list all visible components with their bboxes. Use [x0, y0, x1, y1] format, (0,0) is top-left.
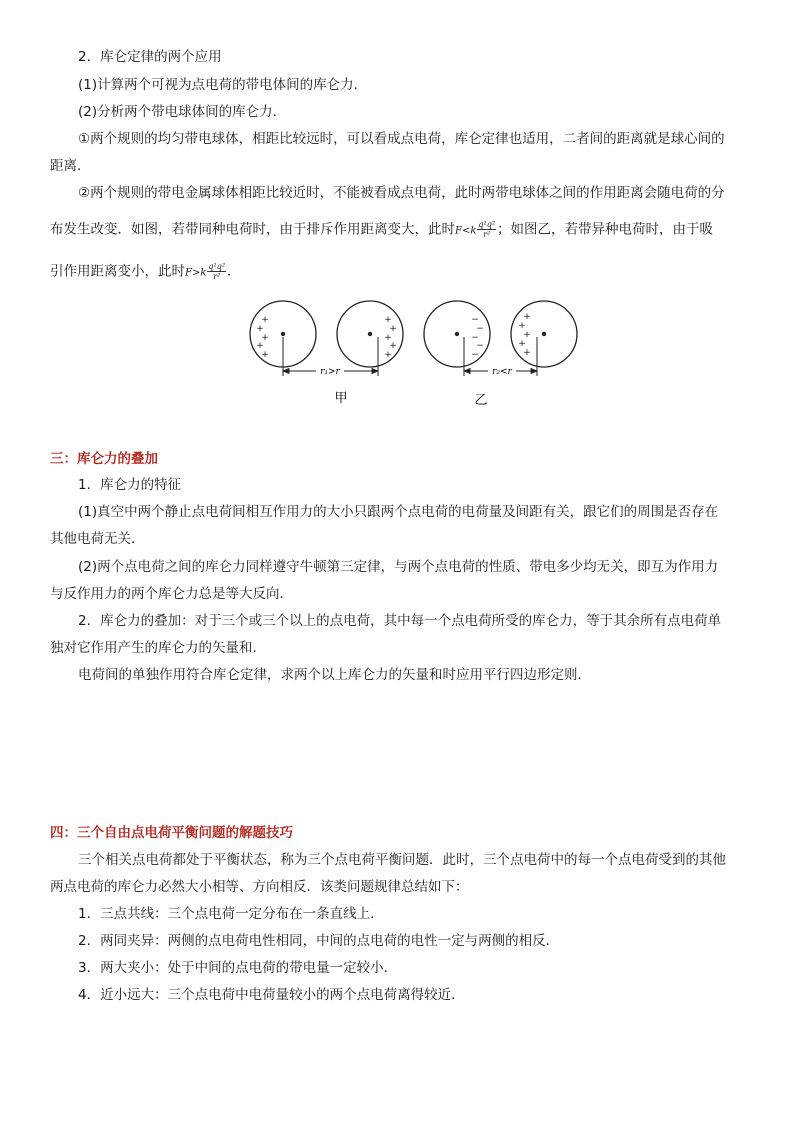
charge-b5: +	[384, 350, 392, 360]
paragraph-uniform-line2: 距离．	[50, 158, 91, 174]
formula-attract-denominator: r²	[213, 272, 221, 281]
paragraph-metal-line1: ②两个规则的带电金属球体相距比较近时，不能被看成点电荷，此时两带电球体之间的作用距离会随电荷的分	[78, 185, 725, 201]
section-heading-superposition: 三：库仑力的叠加	[50, 451, 158, 467]
paragraph-analyze: (2)分析两个带电球体间的库仑力．	[78, 104, 287, 120]
charge-b4: +	[389, 341, 397, 351]
formula-attract-fraction	[207, 262, 226, 281]
center-b	[368, 332, 372, 336]
paragraph-calc: (1)计算两个可视为点电荷的带电体间的库仑力．	[78, 77, 368, 93]
charge-d1: +	[523, 312, 531, 322]
metal-line3-post: ．	[227, 263, 241, 280]
charge-c1: −	[471, 315, 479, 325]
center-d	[542, 332, 546, 336]
center-a	[281, 332, 285, 336]
formula-repel-fraction	[477, 220, 496, 239]
paragraph-superposition-line1: 2．库仑力的叠加：对于三个或三个以上的点电荷，其中每一个点电荷所受的库仑力，等于其余所有点电荷单	[78, 613, 722, 629]
charge-c5: −	[471, 350, 479, 360]
metal-line2-post: ；如图乙，若带异种电荷时，由于吸	[497, 221, 714, 238]
charge-c2: −	[476, 324, 484, 334]
paragraph-parallelogram: 电荷间的单独作用符合库仑定律，求两个以上库仑力的矢量和时应用平行四边形定则．	[78, 667, 591, 683]
dim-label-left: r₁>r	[320, 367, 340, 377]
dim-label-right: r₂<r	[492, 367, 512, 377]
charge-b2: +	[389, 324, 397, 334]
paragraph-equilibrium-line1: 三个相关点电荷都处于平衡状态，称为三个点电荷平衡问题．此时，三个点电荷中的每一个点电荷受到的其他	[78, 852, 726, 868]
charge-a4: +	[256, 341, 264, 351]
paragraph-metal-line3	[50, 262, 241, 283]
paragraph-feature2-line1: (2)两个点电荷之间的库仑力同样遵守牛顿第三定律，与两个点电荷的性质、带电多少均无关，即互为作用力	[78, 559, 719, 575]
section-heading-equilibrium: 四：三个自由点电荷平衡问题的解题技巧	[50, 825, 293, 841]
paragraph-equilibrium-line2: 两点电荷的库仑力必然大小相等、方向相反．该类问题规律总结如下：	[50, 879, 469, 895]
charge-a5: +	[261, 350, 269, 360]
paragraph-feature2-line2: 与反作用力的两个库仑力总是等大反向．	[50, 586, 293, 602]
rule-collinear: 1．三点共线：三个点电荷一定分布在一条直线上．	[78, 906, 384, 922]
rule-near-small: 4．近小远大：三个点电荷中电荷量较小的两个点电荷离得较近．	[78, 987, 465, 1003]
center-c	[455, 332, 459, 336]
charge-sphere-diagram	[240, 292, 600, 417]
paragraph-feature1-line1: (1)真空中两个静止点电荷间相互作用力的大小只跟两个点电荷的电荷量及间距有关，跟它们的周围是否存在	[78, 504, 719, 520]
formula-repel-denominator: r²	[483, 230, 491, 239]
figure-label-left: 甲	[334, 391, 348, 406]
metal-line2-pre: 布发生改变．如图，若带同种电荷时，由于排斥作用距离变大，此时	[50, 221, 455, 238]
rule-large-sides: 3．两大夹小：处于中间的点电荷的带电量一定较小．	[78, 960, 398, 976]
charge-d5: +	[523, 348, 531, 358]
charge-a3: +	[261, 333, 269, 343]
charge-a2: +	[256, 324, 264, 334]
formula-attract-lhs: F>k	[185, 267, 207, 279]
charge-b1: +	[384, 315, 392, 325]
item-coulomb-features: 1．库仑力的特征	[78, 477, 182, 493]
paragraph-uniform-line1: ①两个规则的均匀带电球体，相距比较远时，可以看成点电荷，库仑定律也适用，二者间的距离就是球心间的	[78, 131, 725, 147]
charge-d3: +	[523, 330, 531, 340]
formula-repel-lhs: F<k	[455, 225, 477, 237]
charge-c4: −	[476, 341, 484, 351]
formula-attract-numerator: q¹q²	[208, 262, 226, 271]
paragraph-superposition-line2: 独对它作用产生的库仑力的矢量和．	[50, 640, 266, 656]
charge-d2: +	[518, 321, 526, 331]
formula-repel-numerator: q¹q²	[478, 220, 496, 229]
paragraph-feature1-line2: 其他电荷无关．	[50, 531, 145, 547]
charge-a1: +	[261, 315, 269, 325]
item-title-applications: 2．库仑定律的两个应用	[78, 49, 222, 65]
figure-label-right: 乙	[474, 393, 488, 408]
metal-line3-pre: 引作用距离变小，此时	[50, 263, 185, 280]
charge-c3: −	[471, 333, 479, 343]
charge-d4: +	[518, 339, 526, 349]
paragraph-metal-line2	[50, 220, 713, 241]
rule-same-sides: 2．两同夹异：两侧的点电荷电性相同，中间的点电荷的电性一定与两侧的相反．	[78, 933, 560, 949]
charge-b3: +	[384, 333, 392, 343]
